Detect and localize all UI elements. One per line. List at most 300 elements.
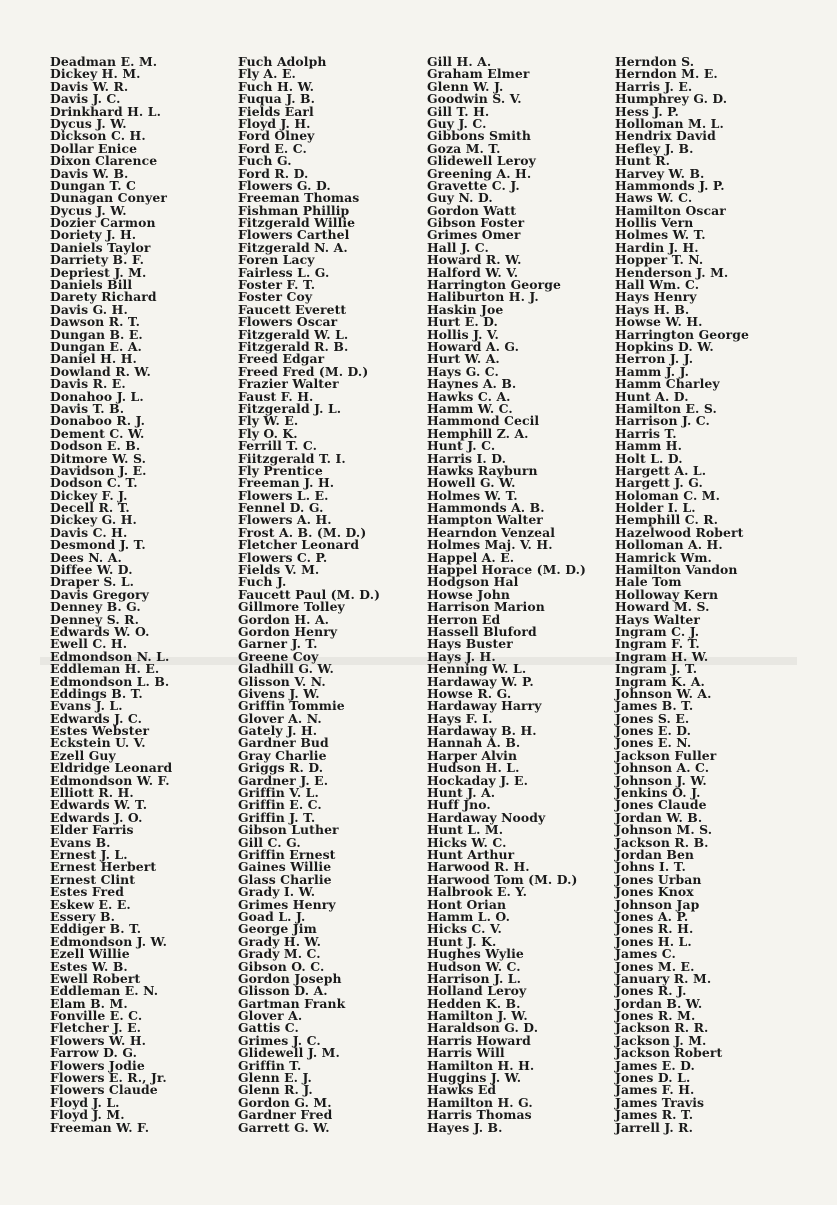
- name-entry: Hunt Arthur: [427, 847, 515, 862]
- name-entry: Jones A. P.: [615, 908, 689, 924]
- name-entry: Fitzgerald Willie: [238, 215, 356, 231]
- name-entry: Harwood R. H.: [427, 859, 530, 875]
- name-entry: Harris J. E.: [615, 78, 693, 94]
- name-entry: Jones R. M.: [615, 1008, 696, 1024]
- name-entry: Guy J. C.: [427, 115, 487, 131]
- name-entry: Fitzgerald J. L.: [238, 400, 342, 416]
- name-column-2: [238, 56, 380, 1134]
- name-entry: Ernest Herbert: [50, 859, 157, 875]
- name-entry: Hendrix David: [615, 128, 716, 144]
- name-entry: Ferrill T. C.: [238, 438, 317, 454]
- name-entry: Jordan W. B.: [615, 809, 703, 825]
- name-entry: Edwards J. O.: [50, 809, 143, 825]
- name-entry: Fitzgerald W. L.: [238, 326, 349, 342]
- name-entry: Davidson J. E.: [50, 462, 147, 478]
- name-entry: Flowers W. H.: [50, 1032, 147, 1048]
- name-entry: Greening A. H.: [427, 165, 532, 181]
- name-entry: Ezell Willie: [50, 946, 130, 962]
- name-entry: Flowers C. P.: [238, 549, 328, 565]
- name-entry: Hudson W. C.: [427, 958, 521, 974]
- name-entry: Harrington George: [615, 326, 749, 342]
- name-entry: Hayes J. B.: [427, 1119, 503, 1135]
- name-entry: Harwood Tom (M. D.): [427, 871, 578, 887]
- name-entry: Goodwin S. V.: [427, 91, 522, 107]
- name-entry: Hargett A. L.: [615, 462, 707, 478]
- name-entry: Herndon S.: [615, 54, 695, 69]
- name-entry: Glover A.: [238, 1008, 303, 1024]
- name-entry: Hurt W. A.: [427, 351, 500, 367]
- name-entry: Freeman J. H.: [238, 475, 335, 491]
- name-entry: Holland Leroy: [427, 983, 527, 999]
- name-entry: Hamilton Vandon: [615, 562, 738, 578]
- name-entry: Edwards J. C.: [50, 710, 143, 726]
- name-entry: Jones Urban: [615, 871, 702, 887]
- name-entry: Halbrook E. Y.: [427, 884, 528, 900]
- name-entry: Davis W. R.: [50, 78, 129, 94]
- name-entry: Hamilton H. G.: [427, 1094, 533, 1110]
- name-entry: Ford R. D.: [238, 165, 309, 181]
- name-entry: Ford Olney: [238, 128, 315, 144]
- name-entry: Dodson C. T.: [50, 475, 138, 491]
- name-entry: Henderson J. M.: [615, 264, 729, 280]
- name-entry: Gaines Willie: [238, 859, 332, 875]
- name-entry: Holmes W. T.: [427, 487, 518, 503]
- name-entry: Jones E. N.: [615, 735, 692, 751]
- name-entry: Hedden K. B.: [427, 995, 521, 1011]
- name-entry: Doriety J. H.: [50, 227, 137, 243]
- name-entry: Fuch J.: [238, 574, 287, 590]
- name-entry: Hays Henry: [615, 289, 697, 305]
- name-entry: Hall J. C.: [427, 239, 489, 255]
- name-entry: Gordon Henry: [238, 623, 338, 639]
- name-entry: Fuch Adolph: [238, 54, 327, 69]
- name-entry: Hamilton Oscar: [615, 202, 726, 218]
- name-entry: Gill C. G.: [238, 834, 301, 850]
- name-entry: Halford W. V.: [427, 264, 519, 280]
- name-entry: Holder I. L.: [615, 500, 696, 516]
- name-entry: Hampton Walter: [427, 512, 543, 528]
- name-entry: Goza M. T.: [427, 140, 501, 156]
- name-entry: Harper Alvin: [427, 747, 518, 763]
- name-entry: Dickey G. H.: [50, 512, 137, 528]
- name-entry: Faust F. H.: [238, 388, 314, 404]
- name-entry: Jordan Ben: [615, 847, 695, 862]
- name-entry: Decell R. T.: [50, 500, 130, 516]
- name-entry: Diffee W. D.: [50, 562, 133, 578]
- name-entry: Hays Buster: [427, 636, 513, 652]
- name-entry: Howse R. G.: [427, 685, 512, 701]
- name-entry: Johns I. T.: [615, 859, 686, 875]
- name-entry: Foster Coy: [238, 289, 313, 305]
- name-entry: Dollar Enice: [50, 140, 138, 156]
- name-entry: Faucett Paul (M. D.): [238, 586, 381, 602]
- name-entry: Fletcher J. E.: [50, 1020, 142, 1036]
- name-entry: Jones Knox: [615, 884, 694, 900]
- name-entry: Ingram C. J.: [615, 623, 700, 639]
- name-entry: Huff Jno.: [427, 797, 491, 813]
- name-entry: Dickey H. M.: [50, 66, 141, 82]
- name-entry: Greene Coy: [238, 648, 319, 664]
- name-entry: Evans J. L.: [50, 698, 123, 714]
- name-entry: James E. D.: [615, 1057, 695, 1073]
- name-entry: Eldridge Leonard: [50, 760, 173, 776]
- name-entry: January R. M.: [615, 970, 712, 986]
- name-entry: Hont Orian: [427, 896, 507, 912]
- name-entry: Floyd J. L.: [50, 1094, 120, 1110]
- name-entry: Gardner Bud: [238, 735, 329, 751]
- name-entry: Eddiger B. T.: [50, 921, 142, 937]
- name-entry: Howard M. S.: [615, 599, 710, 615]
- name-entry: Hopkins D. W.: [615, 338, 714, 354]
- name-entry: Harrington George: [427, 277, 561, 293]
- name-entry: Frost A. B. (M. D.): [238, 524, 367, 540]
- name-column-4: [615, 56, 749, 1134]
- name-entry: Flowers A. H.: [238, 512, 332, 528]
- name-entry: Harrison J. L.: [427, 970, 522, 986]
- name-entry: Fitzgerald N. A.: [238, 239, 348, 255]
- name-entry: Hurt E. D.: [427, 314, 498, 330]
- name-entry: Griffin T.: [238, 1057, 302, 1073]
- name-entry: Hess J. P.: [615, 103, 679, 119]
- name-entry: Henning W. L.: [427, 661, 527, 677]
- name-entry: Happel A. E.: [427, 549, 515, 565]
- name-entry: Edwards W. O.: [50, 623, 150, 639]
- name-entry: Fishman Phillip: [238, 202, 350, 218]
- name-entry: Freeman Thomas: [238, 190, 360, 206]
- name-entry: Daniels Taylor: [50, 239, 151, 255]
- name-entry: Griffin Ernest: [238, 847, 336, 862]
- name-entry: Ingram H. W.: [615, 648, 709, 664]
- name-entry: Hays G. C.: [427, 363, 499, 379]
- name-entry: James C.: [615, 946, 676, 962]
- name-entry: Fly W. E.: [238, 413, 299, 429]
- name-entry: Gordon H. A.: [238, 611, 330, 627]
- name-entry: Jones R. H.: [615, 921, 694, 937]
- name-entry: Hodgson Hal: [427, 574, 519, 590]
- name-entry: Dowland R. W.: [50, 363, 151, 379]
- name-entry: Holloway Kern: [615, 586, 719, 602]
- name-entry: Hunt J. A.: [427, 785, 496, 801]
- name-entry: Hamilton H. H.: [427, 1057, 535, 1073]
- name-entry: Harris Howard: [427, 1032, 531, 1048]
- name-entry: Hargett J. G.: [615, 475, 703, 491]
- name-entry: Hamm Charley: [615, 376, 720, 392]
- name-entry: Dawson R. T.: [50, 314, 141, 330]
- name-entry: Ingram F. T.: [615, 636, 700, 652]
- name-entry: Flowers Claude: [50, 1082, 158, 1098]
- name-entry: Gordon Watt: [427, 202, 517, 218]
- name-entry: Dungan B. E.: [50, 326, 143, 342]
- name-entry: Fairless L. G.: [238, 264, 330, 280]
- name-entry: Edmondson W. F.: [50, 772, 170, 788]
- name-entry: Ingram K. A.: [615, 673, 705, 689]
- name-entry: Hunt R.: [615, 153, 671, 169]
- name-entry: Glenn W. J.: [427, 78, 504, 94]
- name-entry: Hardaway W. P.: [427, 673, 534, 689]
- name-entry: Eskew E. E.: [50, 896, 131, 912]
- name-entry: Glenn E. J.: [238, 1070, 312, 1086]
- name-entry: Gill T. H.: [427, 103, 490, 119]
- name-entry: Ditmore W. S.: [50, 450, 147, 466]
- name-entry: Dunagan Conyer: [50, 190, 167, 206]
- name-entry: Grady H. W.: [238, 933, 322, 949]
- name-entry: Denney S. R.: [50, 611, 139, 627]
- name-entry: George Jim: [238, 921, 317, 937]
- name-entry: Fonville E. C.: [50, 1008, 143, 1024]
- name-entry: Davis J. C.: [50, 91, 121, 107]
- name-entry: Hemphill C. R.: [615, 512, 719, 528]
- name-entry: Hammonds A. B.: [427, 500, 545, 516]
- name-entry: Jackson R. R.: [615, 1020, 709, 1036]
- name-entry: Jones S. E.: [615, 710, 690, 726]
- name-entry: Drinkhard H. L.: [50, 103, 161, 119]
- name-entry: Haws W. C.: [615, 190, 693, 206]
- name-entry: Darriety B. F.: [50, 252, 145, 268]
- name-entry: Farrow D. G.: [50, 1045, 138, 1061]
- name-entry: Guy N. D.: [427, 190, 493, 206]
- name-entry: Hicks W. C.: [427, 834, 507, 850]
- name-entry: Hammonds J. P.: [615, 177, 725, 193]
- name-entry: Haynes A. B.: [427, 376, 517, 392]
- name-entry: Haliburton H. J.: [427, 289, 539, 305]
- name-entry: Hardin J. H.: [615, 239, 699, 255]
- name-entry: Hawks C. A.: [427, 388, 511, 404]
- name-entry: Gartman Frank: [238, 995, 346, 1011]
- name-entry: Eddleman H. E.: [50, 661, 160, 677]
- name-entry: Hardaway B. H.: [427, 723, 537, 739]
- name-entry: Jones R. J.: [615, 983, 687, 999]
- name-entry: Elliott R. H.: [50, 785, 134, 801]
- name-entry: Harris Will: [427, 1045, 505, 1061]
- name-entry: Hollis Vern: [615, 215, 694, 231]
- name-entry: Holmes Maj. V. H.: [427, 537, 553, 553]
- name-entry: Griggs R. D.: [238, 760, 324, 776]
- name-entry: Hays J. H.: [427, 648, 496, 664]
- name-entry: Flowers L. E.: [238, 487, 329, 503]
- name-entry: Fields V. M.: [238, 562, 320, 578]
- name-entry: Davis C. H.: [50, 524, 128, 540]
- name-entry: Fields Earl: [238, 103, 314, 119]
- name-column-3: [427, 56, 586, 1134]
- name-entry: Holmes W. T.: [615, 227, 706, 243]
- name-entry: Hughes Wylie: [427, 946, 524, 962]
- name-entry: Griffin V. L.: [238, 785, 319, 801]
- name-entry: Daniel H. H.: [50, 351, 137, 367]
- name-entry: Givens J. W.: [238, 685, 320, 701]
- name-entry: Gravette C. J.: [427, 177, 520, 193]
- name-entry: Harris Thomas: [427, 1107, 532, 1123]
- name-entry: Herron Ed: [427, 611, 501, 627]
- name-entry: Edmondson J. W.: [50, 933, 168, 949]
- name-entry: Harris T.: [615, 425, 677, 441]
- name-entry: Jones H. L.: [615, 933, 692, 949]
- name-entry: Edmondson N. L.: [50, 648, 170, 664]
- name-entry: Freed Edgar: [238, 351, 325, 367]
- name-entry: Johnson M. S.: [615, 822, 713, 838]
- name-entry: James B. T.: [615, 698, 694, 714]
- name-entry: Jones Claude: [615, 797, 707, 813]
- name-entry: Hamrick Wm.: [615, 549, 712, 565]
- name-entry: Holloman M. L.: [615, 115, 724, 131]
- name-entry: Hearndon Venzeal: [427, 524, 556, 540]
- name-entry: Faucett Everett: [238, 301, 347, 317]
- name-entry: Johnson W. A.: [615, 685, 712, 701]
- name-entry: Floyd J. H.: [238, 115, 311, 131]
- name-entry: Ezell Guy: [50, 747, 116, 763]
- name-entry: Foren Lacy: [238, 252, 315, 268]
- name-entry: Grady M. C.: [238, 946, 321, 962]
- name-entry: Donaboo R. J.: [50, 413, 145, 429]
- name-column-1: [50, 56, 172, 1134]
- name-entry: Davis W. B.: [50, 165, 129, 181]
- name-entry: Hopper T. N.: [615, 252, 704, 268]
- name-entry: Grimes J. C.: [238, 1032, 321, 1048]
- name-entry: Gibson Foster: [427, 215, 525, 231]
- name-entry: Gordon Joseph: [238, 970, 342, 986]
- name-entry: Eckstein U. V.: [50, 735, 146, 751]
- name-entry: Freeman W. F.: [50, 1119, 150, 1135]
- name-entry: Daniels Bill: [50, 277, 133, 293]
- name-entry: Howse John: [427, 586, 510, 602]
- name-entry: Flowers Carthel: [238, 227, 350, 243]
- name-entry: Floyd J. M.: [50, 1107, 125, 1123]
- name-entry: Holloman A. H.: [615, 537, 723, 553]
- name-entry: Haraldson G. D.: [427, 1020, 539, 1036]
- name-entry: Hollis J. V.: [427, 326, 499, 342]
- name-entry: Gardner Fred: [238, 1107, 333, 1123]
- name-entry: Hale Tom: [615, 574, 682, 590]
- name-entry: Hamm W. C.: [427, 400, 513, 416]
- name-entry: Dungan T. C: [50, 177, 136, 193]
- name-entry: Edmondson L. B.: [50, 673, 170, 689]
- name-entry: Gibbons Smith: [427, 128, 531, 144]
- name-entry: Hazelwood Robert: [615, 524, 744, 540]
- name-entry: Hays F. I.: [427, 710, 493, 726]
- name-entry: Fuch H. W.: [238, 78, 315, 94]
- name-entry: Flowers Oscar: [238, 314, 338, 330]
- name-entry: Hays H. B.: [615, 301, 690, 317]
- name-entry: Holt L. D.: [615, 450, 683, 466]
- name-entry: Hannah A. B.: [427, 735, 521, 751]
- name-entry: Ingram J. T.: [615, 661, 698, 677]
- name-entry: Jarrell J. R.: [615, 1119, 693, 1135]
- name-entry: Howard R. W.: [427, 252, 522, 268]
- name-entry: Grimes Omer: [427, 227, 521, 243]
- name-entry: Davis Gregory: [50, 586, 149, 602]
- name-entry: Hays Walter: [615, 611, 701, 627]
- name-entry: Hamm L. O.: [427, 908, 510, 924]
- name-entry: Johnson J. W.: [615, 772, 707, 788]
- name-entry: Garner J. T.: [238, 636, 318, 652]
- name-entry: Flowers E. R., Jr.: [50, 1070, 167, 1086]
- name-entry: Dozier Carmon: [50, 215, 156, 231]
- name-entry: Dodson E. B.: [50, 438, 141, 454]
- name-entry: Darety Richard: [50, 289, 157, 305]
- name-entry: Denney B. G.: [50, 599, 141, 615]
- name-entry: Holoman C. M.: [615, 487, 721, 503]
- name-entry: Frazier Walter: [238, 376, 339, 392]
- name-entry: Elder Farris: [50, 822, 134, 838]
- name-entry: Hudson H. L.: [427, 760, 520, 776]
- name-entry: Flowers Jodie: [50, 1057, 145, 1073]
- name-entry: Harrison Marion: [427, 599, 545, 615]
- name-entry: Hamilton E. S.: [615, 400, 717, 416]
- name-entry: Depriest J. M.: [50, 264, 147, 280]
- name-entry: Edwards W. T.: [50, 797, 148, 813]
- name-entry: Fly A. E.: [238, 66, 296, 82]
- name-entry: Glass Charlie: [238, 871, 332, 887]
- name-entry: Hunt L. M.: [427, 822, 504, 838]
- name-entry: Ewell C. H.: [50, 636, 128, 652]
- name-entry: Hunt J. C.: [427, 438, 496, 454]
- name-entry: Haskin Joe: [427, 301, 504, 317]
- name-entry: Davis G. H.: [50, 301, 128, 317]
- name-entry: Johnson A. C.: [615, 760, 710, 776]
- name-entry: Griffin E. C.: [238, 797, 322, 813]
- name-entry: Evans B.: [50, 834, 111, 850]
- name-entry: Donahoo J. L.: [50, 388, 144, 404]
- name-entry: Ford E. C.: [238, 140, 307, 156]
- name-entry: Hamilton J. W.: [427, 1008, 528, 1024]
- name-entry: Fuch G.: [238, 153, 292, 169]
- name-entry: Dees N. A.: [50, 549, 122, 565]
- name-entry: Howell G. W.: [427, 475, 516, 491]
- name-entry: Glisson D. A.: [238, 983, 328, 999]
- name-entry: Davis R. E.: [50, 376, 126, 392]
- name-entry: Fly O. K.: [238, 425, 298, 441]
- name-entry: Deadman E. M.: [50, 54, 158, 69]
- name-entry: Gibson Luther: [238, 822, 339, 838]
- name-entry: Hardaway Harry: [427, 698, 542, 714]
- name-entry: Fiitzgerald T. I.: [238, 450, 346, 466]
- name-entry: Glidewell J. M.: [238, 1045, 340, 1061]
- name-entry: Hardaway Noody: [427, 809, 546, 825]
- name-entry: Eddleman E. N.: [50, 983, 159, 999]
- name-entry: Huggins J. W.: [427, 1070, 522, 1086]
- name-entry: Ewell Robert: [50, 970, 141, 986]
- name-entry: Gately J. H.: [238, 723, 318, 739]
- name-entry: Hassell Bluford: [427, 623, 537, 639]
- name-entry: Glisson V. N.: [238, 673, 326, 689]
- name-entry: Hamm H.: [615, 438, 682, 454]
- name-entry: Goad L. J.: [238, 908, 306, 924]
- name-entry: Gardner J. E.: [238, 772, 329, 788]
- name-entry: Jackson J. M.: [615, 1032, 707, 1048]
- name-entry: Hefley J. B.: [615, 140, 694, 156]
- name-entry: Desmond J. T.: [50, 537, 146, 553]
- name-entry: Jenkins O. J.: [615, 785, 701, 801]
- name-entry: Glover A. N.: [238, 710, 322, 726]
- name-entry: Eddings B. T.: [50, 685, 143, 701]
- name-entry: Dycus J. W.: [50, 202, 127, 218]
- name-entry: Fly Prentice: [238, 462, 323, 478]
- name-entry: Griffin Tommie: [238, 698, 345, 714]
- name-entry: Hunt A. D.: [615, 388, 689, 404]
- name-entry: Gordon G. M.: [238, 1094, 332, 1110]
- name-entry: Herndon M. E.: [615, 66, 718, 82]
- name-entry: Jackson R. B.: [615, 834, 709, 850]
- name-entry: Fitzgerald R. B.: [238, 338, 349, 354]
- name-entry: Hammond Cecil: [427, 413, 540, 429]
- name-entry: Dement C. W.: [50, 425, 145, 441]
- name-entry: Essery B.: [50, 908, 116, 924]
- name-entry: Freed Fred (M. D.): [238, 363, 369, 379]
- name-entry: Gladhill G. W.: [238, 661, 334, 677]
- name-entry: Grimes Henry: [238, 896, 336, 912]
- name-entry: Johnson Jap: [615, 896, 700, 912]
- name-entry: Jones M. E.: [615, 958, 695, 974]
- name-entry: Estes W. B.: [50, 958, 128, 974]
